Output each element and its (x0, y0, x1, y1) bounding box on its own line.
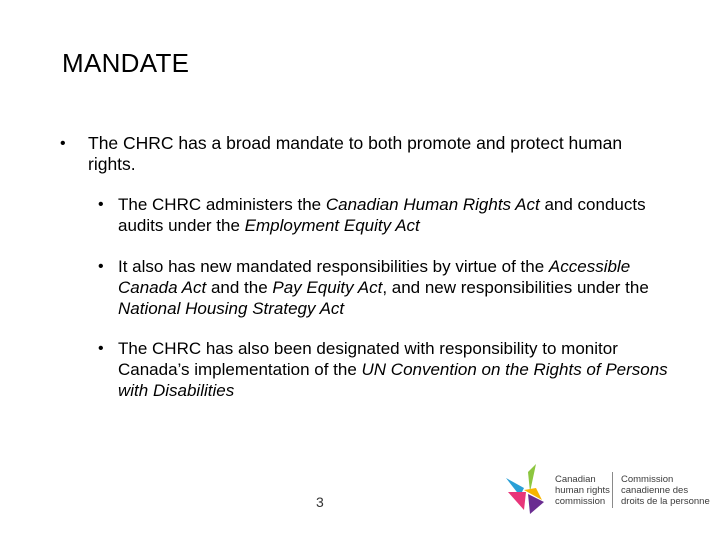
logo-fr-line: droits de la personne (621, 496, 710, 507)
chrc-logo (500, 458, 710, 520)
act-name-nhsa: National Housing Strategy Act (118, 299, 345, 318)
logo-en-line: Canadian (555, 474, 596, 485)
sub-bullet-2-text: , and new responsibilities under the (382, 278, 649, 297)
sub-bullet-1 (98, 194, 678, 236)
logo-french-name (621, 474, 710, 507)
sub-bullet-1-text: The CHRC administers the (118, 195, 326, 214)
act-name-eea: Employment Equity Act (244, 216, 420, 235)
logo-fr-line: canadienne des (621, 485, 689, 496)
sub-bullet-2-text: It also has new mandated responsibilities by virtue of the (118, 257, 549, 276)
act-name-aca: Accessible Canada Act (118, 257, 631, 297)
act-name-pea: Pay Equity Act (272, 278, 383, 297)
bullet-main (60, 133, 658, 175)
sub-bullet-3 (98, 338, 678, 401)
chrc-logo-mark-icon (500, 458, 552, 520)
logo-en-line: human rights (555, 485, 610, 496)
un-convention-name: UN Convention on the Rights of Persons with Disabilities (118, 360, 668, 400)
bullet-dot: • (98, 258, 104, 275)
sub-bullet-2 (98, 256, 678, 319)
sub-bullet-1-text: and conducts audits under the (118, 195, 646, 235)
logo-en-line: commission (555, 496, 606, 507)
sub-bullet-3-text: The CHRC has also been designated with responsibility to monitor Canada’s implementation of the (118, 339, 618, 379)
slide-title: MANDATE (62, 48, 190, 78)
act-name-chra: Canadian Human Rights Act (325, 195, 540, 214)
logo-divider (612, 472, 613, 508)
sub-bullet-2-text: and the (206, 278, 273, 297)
page-number: 3 (316, 494, 324, 510)
bullet-dot: • (60, 135, 66, 152)
logo-english-name (555, 474, 610, 507)
bullet-main-text: The CHRC has a broad mandate to both promote and protect human rights. (88, 133, 623, 174)
bullet-dot: • (98, 196, 104, 213)
logo-fr-line: Commission (621, 474, 674, 485)
bullet-dot: • (98, 340, 104, 357)
